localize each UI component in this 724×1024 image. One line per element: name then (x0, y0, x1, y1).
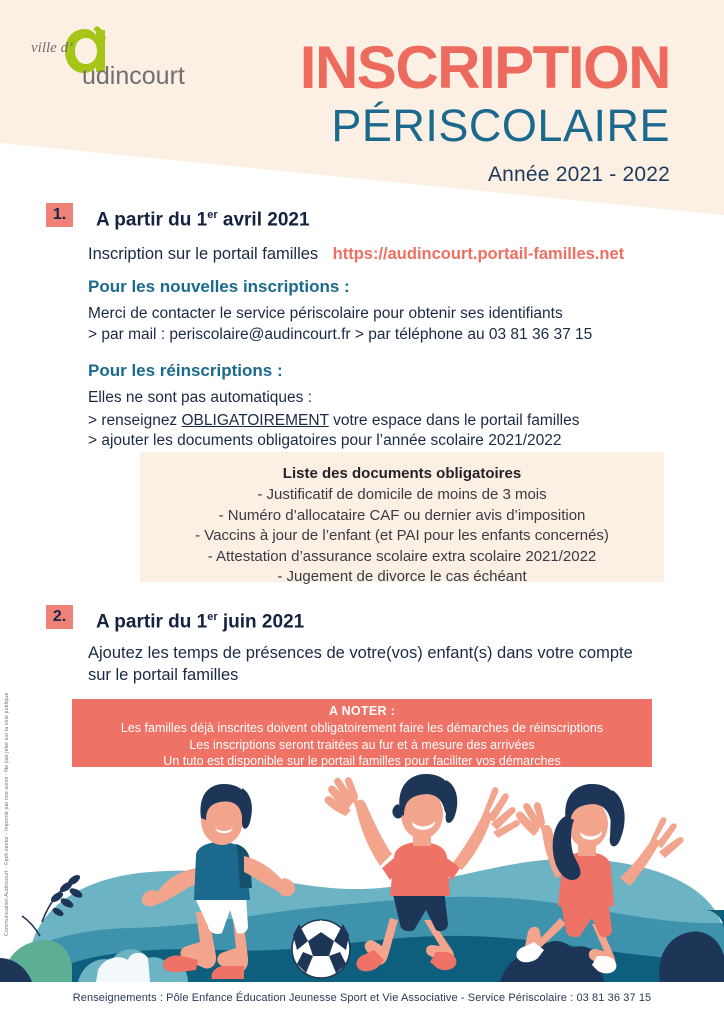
step-2-badge: 2. (46, 605, 73, 629)
svg-text:ville d’: ville d’ (31, 40, 74, 56)
step-1-badge: 1. (46, 203, 73, 227)
re-line2-part-a: > renseignez (88, 412, 182, 429)
notice-line: Les inscriptions seront traitées au fur et à mesure des arrivées (189, 737, 535, 752)
step-2-title-pre: A partir du 1 (96, 611, 208, 633)
document-item: - Numéro d’allocataire CAF ou dernier avis d’imposition (218, 506, 586, 524)
required-documents-box (140, 452, 664, 585)
notice-box (72, 699, 652, 767)
svg-text:udincourt: udincourt (82, 62, 185, 90)
document-item: - Jugement de divorce le cas échéant (277, 568, 527, 585)
title-periscolaire: PÉRISCOLAIRE (331, 100, 670, 151)
notice-title: A NOTER : (328, 704, 396, 718)
step-2-title-sup: er (207, 611, 218, 623)
new-registrations-heading: Pour les nouvelles inscriptions : (88, 277, 350, 296)
reregistrations-line-3: > ajouter les documents obligatoires pour l’année scolaire 2021/2022 (88, 432, 562, 449)
audincourt-logo (27, 24, 207, 90)
portal-label: Inscription sur le portail familles (88, 245, 319, 263)
step-1-title-sup: er (207, 209, 218, 221)
footer-contact-line: Renseignements : Pôle Enfance Éducation Jeunesse Sport et Vie Associative - Service Périscolaire : 03 81 36 37 15 (72, 992, 652, 1004)
new-registrations-line-2: > par mail : periscolaire@audincourt.fr > par téléphone au 03 81 36 37 15 (88, 326, 593, 343)
reregistrations-line-1: Elles ne sont pas automatiques : (88, 389, 313, 406)
logo-mark-icon (27, 24, 207, 90)
step-1-title-pre: A partir du 1 (96, 209, 208, 231)
reregistrations-heading: Pour les réinscriptions : (88, 361, 283, 380)
vertical-credit-text: Communication Audincourt - ©pch.vector - Imprimé par nos soins - Ne pas jeter sur la voie publique (4, 692, 10, 936)
step-1-title-post: avril 2021 (217, 209, 310, 231)
title-year: Année 2021 - 2022 (487, 163, 670, 186)
required-documents-title: Liste des documents obligatoires (282, 465, 522, 482)
poster-title-block (299, 34, 670, 188)
title-inscription: INSCRIPTION (299, 34, 670, 101)
re-line2-emphasis: OBLIGATOIREMENT (181, 412, 329, 429)
illustration-graphic-icon (0, 760, 724, 982)
re-line2-part-b: votre espace dans le portail familles (328, 412, 580, 429)
document-item: - Vaccins à jour de l’enfant (et PAI pour les enfants concernés) (195, 527, 609, 544)
notice-line: Un tuto est disponible sur le portail familles pour faciliter vos démarches (163, 754, 561, 768)
step-1-portal-row (88, 243, 708, 266)
children-illustration (0, 760, 724, 982)
step-1-title (96, 203, 310, 232)
new-registrations-line-1: Merci de contacter le service périscolaire pour obtenir ses identifiants (88, 305, 563, 322)
portal-url-link[interactable]: https://audincourt.portail-familles.net (332, 245, 625, 263)
step-2-body-line-1: Ajoutez les temps de présences de votre(vos) enfant(s) dans votre compte (88, 644, 633, 662)
reregistrations-line-2 (88, 410, 580, 432)
step-2-title (96, 605, 304, 634)
document-item: - Attestation d’assurance scolaire extra scolaire 2021/2022 (207, 547, 597, 565)
step-2-body-line-2: sur le portail familles (88, 666, 239, 684)
notice-line: Les familles déjà inscrites doivent obligatoirement faire les démarches de réinscriptions (120, 721, 604, 735)
step-2-title-post: juin 2021 (217, 611, 305, 633)
document-item: - Justificatif de domicile de moins de 3 mois (257, 486, 547, 503)
